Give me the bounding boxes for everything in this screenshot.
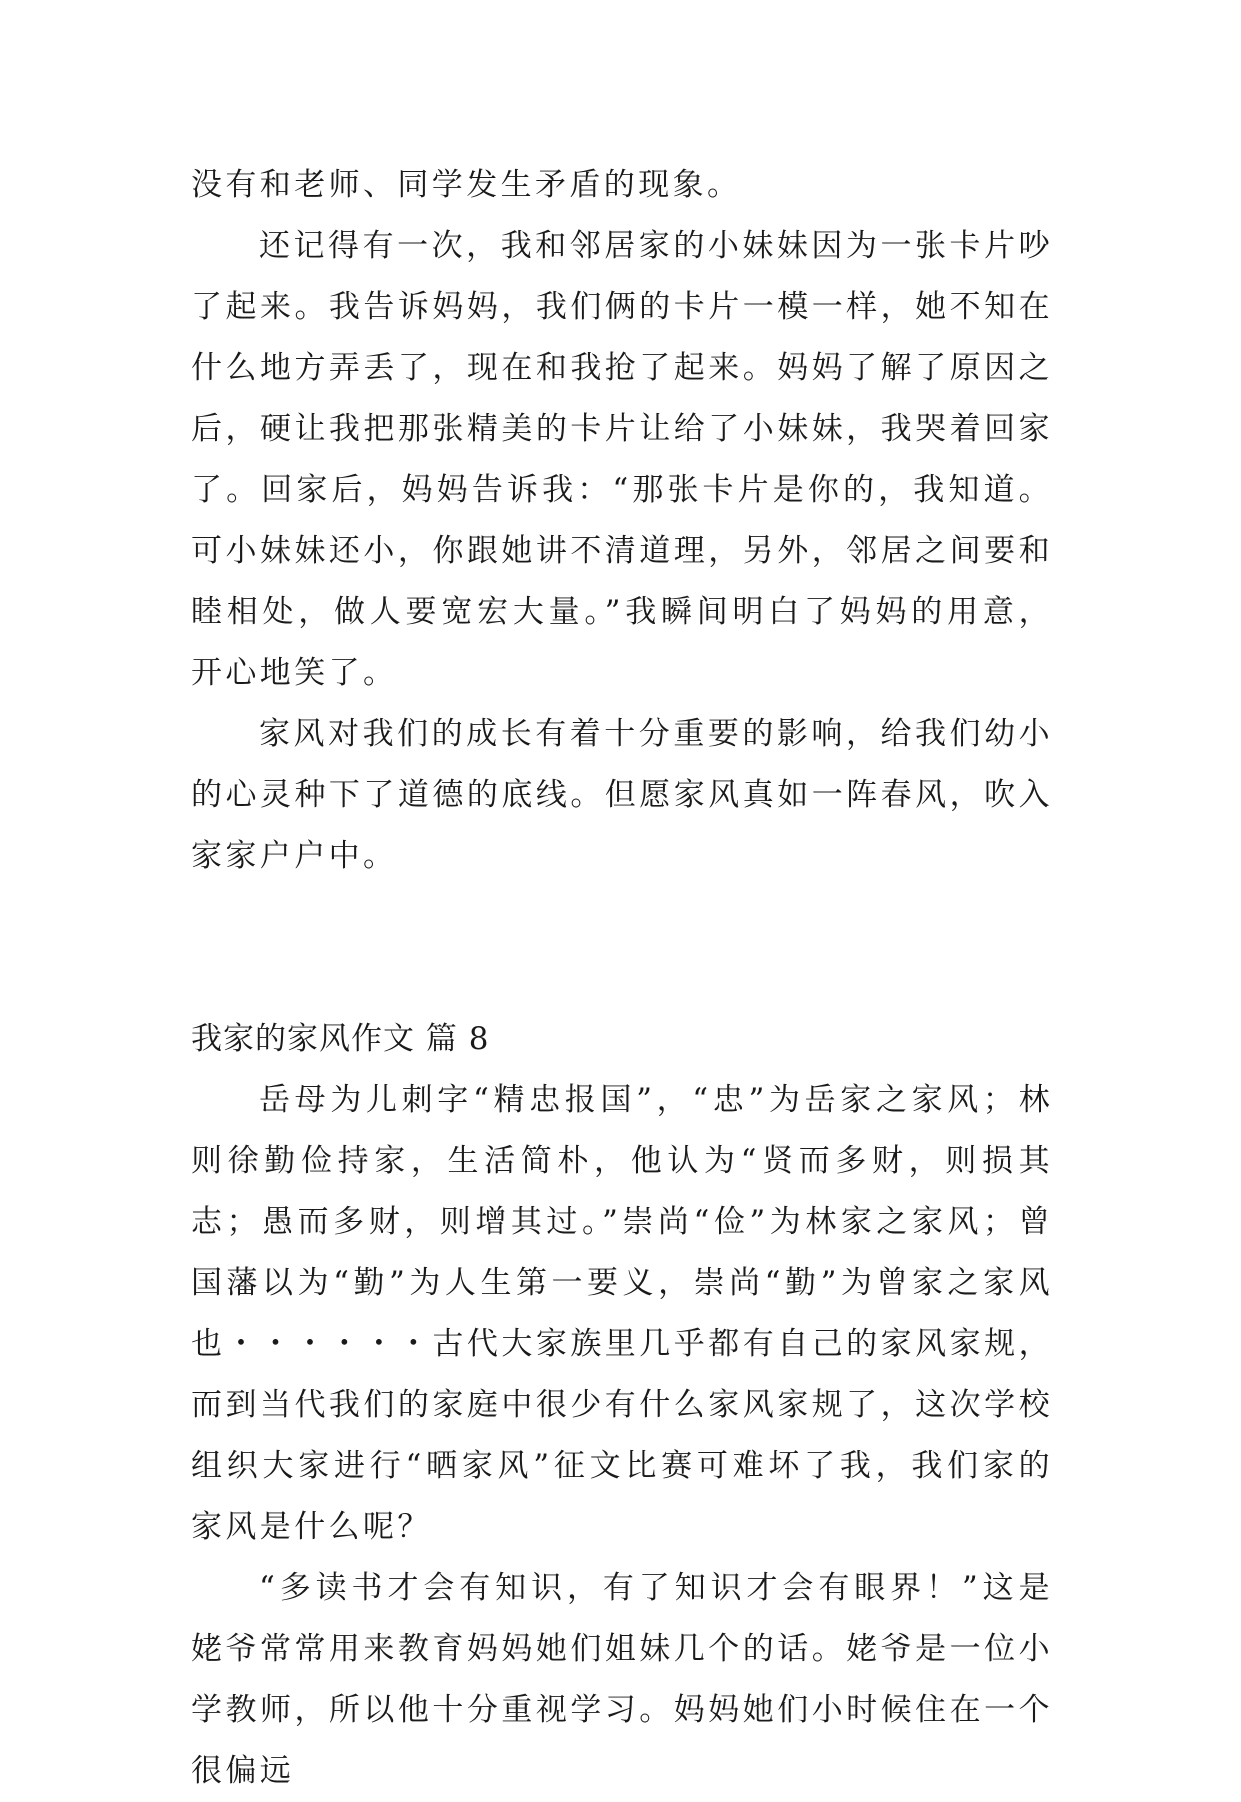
- paragraph-3: 家风对我们的成长有着十分重要的影响，给我们幼小的心灵种下了道德的底线。但愿家风真如一阵春风，吹入家家户户中。: [191, 716, 1053, 874]
- paragraph-1: 没有和老师、同学发生矛盾的现象。: [191, 167, 742, 203]
- section-gap: [191, 887, 1053, 1009]
- paragraph-4: 岳母为儿刺字“精忠报国”，“忠”为岳家之家风；林则徐勤俭持家，生活简朴，他认为“贤而多财，则损其志；愚而多财，则增其过。”崇尚“俭”为林家之家风；曾国藩以为“勤”为人生第一要义，崇尚“勤”为曾家之家风也・・・・・・古代大家族里几乎都有自己的家风家规，而到当代我们的家庭中很少有什么家风家规了，这次学校组织大家进行“晒家风”征文比赛可难坏了我，我们家的家风是什么呢？: [191, 1082, 1053, 1545]
- section-heading: 我家的家风作文 篇 8: [191, 1021, 490, 1057]
- paragraph-2: 还记得有一次，我和邻居家的小妹妹因为一张卡片吵了起来。我告诉妈妈，我们俩的卡片一模一样，她不知在什么地方弄丢了，现在和我抢了起来。妈妈了解了原因之后，硬让我把那张精美的卡片让给了小妹妹，我哭着回家了。回家后，妈妈告诉我：“那张卡片是你的，我知道。可小妹妹还小，你跟她讲不清道理，另外，邻居之间要和睦相处，做人要宽宏大量。”我瞬间明白了妈妈的用意，开心地笑了。: [191, 228, 1053, 691]
- paragraph-5: “多读书才会有知识，有了知识才会有眼界！”这是姥爷常常用来教育妈妈她们姐妹几个的话。姥爷是一位小学教师，所以他十分重视学习。妈妈她们小时候住在一个很偏远: [191, 1570, 1053, 1789]
- document-body: [191, 155, 1053, 1802]
